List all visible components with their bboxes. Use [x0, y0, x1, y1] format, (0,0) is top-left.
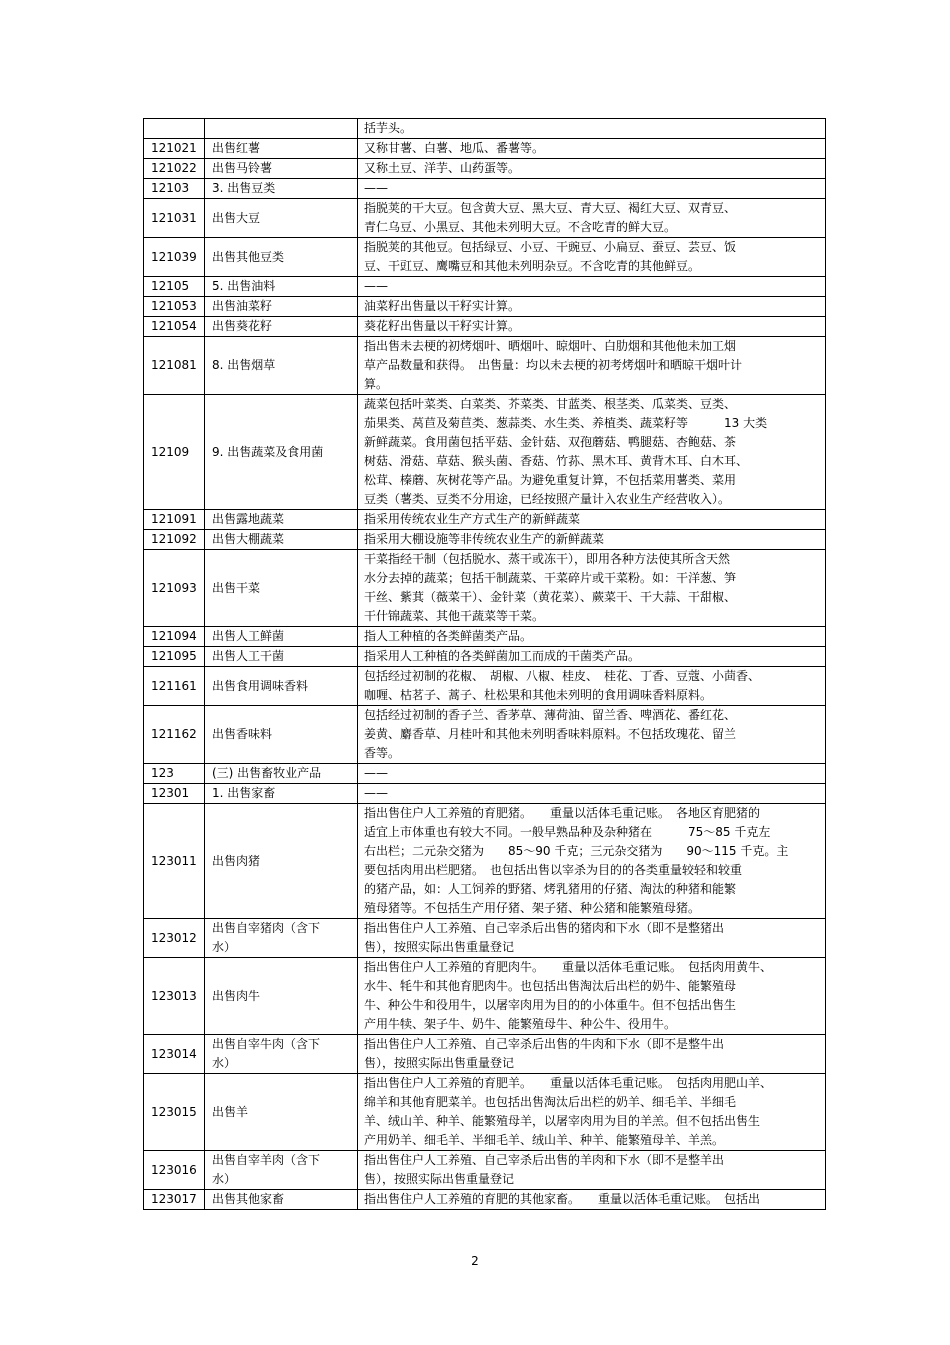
row-description: ——: [358, 784, 826, 804]
table-row: [144, 784, 826, 804]
row-name: 3. 出售豆类: [205, 179, 358, 199]
row-name: 5. 出售油料: [205, 277, 358, 297]
table-row: [144, 706, 826, 764]
row-description: 指出售住户人工养殖、自己宰杀后出售的猪肉和下水（即不是整猪出 售），按照实际出售重量登记: [358, 919, 826, 958]
table-row: [144, 395, 826, 510]
table-row: [144, 119, 826, 139]
table-row: [144, 1190, 826, 1210]
row-name: 1. 出售家畜: [205, 784, 358, 804]
row-name: 9. 出售蔬菜及食用菌: [205, 395, 358, 510]
row-name: 出售其他家畜: [205, 1190, 358, 1210]
table-row: [144, 238, 826, 277]
row-name: 出售肉牛: [205, 958, 358, 1035]
row-description: 括芋头。: [358, 119, 826, 139]
row-code: 123014: [144, 1035, 205, 1074]
row-name: 出售露地蔬菜: [205, 510, 358, 530]
page-number: 2: [471, 1254, 479, 1268]
row-name: 出售大豆: [205, 199, 358, 238]
row-description: 又称土豆、洋芋、山药蛋等。: [358, 159, 826, 179]
row-description: 指出售住户人工养殖的育肥猪。 重量以活体毛重记账。 各地区育肥猪的 适宜上市体重也有较大不同。一般早熟品种及杂种猪在 75～85 千克左 右出栏；二元杂交猪为 85～90 千克；三元杂交猪为 90～115 千克。主 要包括肉用出栏肥猪。 也包括出售以宰杀为目的的各类重量较轻和较重 的猪产品，如：人工饲养的野猪、烤乳猪用的仔猪、淘汰的种猪和能繁 殖母猪等。不包括生产用仔猪、架子猪、种公猪和能繁殖母猪。: [358, 804, 826, 919]
row-code: 121162: [144, 706, 205, 764]
row-name: 出售人工鲜菌: [205, 627, 358, 647]
row-description: 指出售住户人工养殖、自己宰杀后出售的牛肉和下水（即不是整牛出 售），按照实际出售重量登记: [358, 1035, 826, 1074]
row-name: 出售干菜: [205, 550, 358, 627]
row-name: 出售自宰羊肉（含下 水）: [205, 1151, 358, 1190]
row-code: 123011: [144, 804, 205, 919]
row-description: 指出售住户人工养殖的育肥的其他家畜。 重量以活体毛重记账。 包括出: [358, 1190, 826, 1210]
table-row: [144, 337, 826, 395]
row-name: 出售食用调味香料: [205, 667, 358, 706]
row-code: 121021: [144, 139, 205, 159]
row-description: 指出售住户人工养殖的育肥肉牛。 重量以活体毛重记账。 包括肉用黄牛、 水牛、牦牛和其他育肥肉牛。也包括出售淘汰后出栏的奶牛、能繁殖母 牛、种公牛和役用牛，以屠宰肉用为目的的小体重牛。但不包括出售生 产用牛犊、架子牛、奶牛、能繁殖母牛、种公牛、役用牛。: [358, 958, 826, 1035]
row-name: 出售香味料: [205, 706, 358, 764]
row-name: 出售马铃薯: [205, 159, 358, 179]
row-code: 123: [144, 764, 205, 784]
table-row: [144, 510, 826, 530]
table-row: [144, 804, 826, 919]
row-code: 121022: [144, 159, 205, 179]
table-row: [144, 919, 826, 958]
table-row: [144, 627, 826, 647]
row-code: 121039: [144, 238, 205, 277]
row-code: 121081: [144, 337, 205, 395]
row-description: 指采用大棚设施等非传统农业生产的新鲜蔬菜: [358, 530, 826, 550]
row-name: 出售葵花籽: [205, 317, 358, 337]
row-code: 121031: [144, 199, 205, 238]
row-description: 葵花籽出售量以干籽实计算。: [358, 317, 826, 337]
table-row: [144, 317, 826, 337]
table-row: [144, 530, 826, 550]
row-name: 出售自宰牛肉（含下 水）: [205, 1035, 358, 1074]
row-code: 121091: [144, 510, 205, 530]
table-row: [144, 667, 826, 706]
row-code: [144, 119, 205, 139]
table-row: [144, 179, 826, 199]
row-description: 指脱荚的其他豆。包括绿豆、小豆、干豌豆、小扁豆、蚕豆、芸豆、饭 豆、干豇豆、鹰嘴豆和其他未列明杂豆。不含吃青的其他鲜豆。: [358, 238, 826, 277]
row-description: ——: [358, 179, 826, 199]
row-description: ——: [358, 764, 826, 784]
row-name: 出售红薯: [205, 139, 358, 159]
row-description: 指人工种植的各类鲜菌类产品。: [358, 627, 826, 647]
row-name: (三) 出售畜牧业产品: [205, 764, 358, 784]
row-description: 指出售住户人工养殖的育肥羊。 重量以活体毛重记账。 包括肉用肥山羊、 绵羊和其他育肥菜羊。也包括出售淘汰后出栏的奶羊、细毛羊、半细毛 羊、绒山羊、种羊、能繁殖母羊，以屠宰肉用为目的羊羔。但不包括出售生 产用奶羊、细毛羊、半细毛羊、绒山羊、种羊、能繁殖母羊、羊羔。: [358, 1074, 826, 1151]
row-description: 蔬菜包括叶菜类、白菜类、芥菜类、甘蓝类、根茎类、瓜菜类、豆类、 茄果类、莴苣及菊苣类、葱蒜类、水生类、养植类、蔬菜籽等 13 大类 新鲜蔬菜。食用菌包括平菇、金针菇、双孢蘑菇、鸭腿菇、杏鲍菇、茶 树菇、滑菇、草菇、猴头菌、香菇、竹荪、黑木耳、黄背木耳、白木耳、 松茸、榛蘑、灰树花等产品。为避免重复计算，不包括菜用薯类、菜用 豆类（薯类、豆类不分用途，已经按照产量计入农业生产经营收入）。: [358, 395, 826, 510]
row-code: 121092: [144, 530, 205, 550]
row-name: 出售油菜籽: [205, 297, 358, 317]
row-name: 出售人工干菌: [205, 647, 358, 667]
row-description: 包括经过初制的花椒、 胡椒、八椒、桂皮、 桂花、丁香、豆蔻、小茴香、 咖喱、枯茗子、蒿子、杜松果和其他未列明的食用调味香料原料。: [358, 667, 826, 706]
row-code: 121161: [144, 667, 205, 706]
row-code: 12103: [144, 179, 205, 199]
table-row: [144, 647, 826, 667]
row-code: 123015: [144, 1074, 205, 1151]
table-row: [144, 550, 826, 627]
row-description: 油菜籽出售量以干籽实计算。: [358, 297, 826, 317]
table-row: [144, 1035, 826, 1074]
table-body: [144, 119, 826, 1210]
row-code: 123013: [144, 958, 205, 1035]
row-code: 123016: [144, 1151, 205, 1190]
table-row: [144, 764, 826, 784]
table-row: [144, 297, 826, 317]
row-name: [205, 119, 358, 139]
row-description: 指采用人工种植的各类鲜菌加工而成的干菌类产品。: [358, 647, 826, 667]
row-code: 121054: [144, 317, 205, 337]
table-row: [144, 159, 826, 179]
row-description: 指采用传统农业生产方式生产的新鲜蔬菜: [358, 510, 826, 530]
row-code: 121053: [144, 297, 205, 317]
row-code: 123012: [144, 919, 205, 958]
row-name: 出售肉猪: [205, 804, 358, 919]
row-description: 干菜指经干制（包括脱水、蒸干或冻干），即用各种方法使其所含天然 水分去掉的蔬菜；包括干制蔬菜、干菜碎片或干菜粉。如：干洋葱、笋 干丝、紫萁（薇菜干）、金针菜（黄花菜）、蕨菜干、干大蒜、干甜椒、 干什锦蔬菜、其他干蔬菜等干菜。: [358, 550, 826, 627]
table-row: [144, 139, 826, 159]
row-description: 又称甘薯、白薯、地瓜、番薯等。: [358, 139, 826, 159]
table-row: [144, 1074, 826, 1151]
row-name: 出售其他豆类: [205, 238, 358, 277]
row-description: 指脱荚的干大豆。包含黄大豆、黑大豆、青大豆、褐红大豆、双青豆、 青仁乌豆、小黑豆、其他未列明大豆。不含吃青的鲜大豆。: [358, 199, 826, 238]
row-description: ——: [358, 277, 826, 297]
row-description: 指出售住户人工养殖、自己宰杀后出售的羊肉和下水（即不是整羊出 售），按照实际出售重量登记: [358, 1151, 826, 1190]
classification-table: [143, 118, 826, 1210]
row-name: 8. 出售烟草: [205, 337, 358, 395]
row-code: 121094: [144, 627, 205, 647]
row-name: 出售羊: [205, 1074, 358, 1151]
row-description: 包括经过初制的香子兰、香茅草、薄荷油、留兰香、啤酒花、番红花、 姜黄、麝香草、月桂叶和其他未列明香味料原料。不包括玫瑰花、留兰 香等。: [358, 706, 826, 764]
row-code: 121093: [144, 550, 205, 627]
table-row: [144, 199, 826, 238]
row-code: 12105: [144, 277, 205, 297]
row-code: 121095: [144, 647, 205, 667]
table-row: [144, 958, 826, 1035]
row-code: 123017: [144, 1190, 205, 1210]
row-name: 出售自宰猪肉（含下 水）: [205, 919, 358, 958]
table-row: [144, 277, 826, 297]
table-row: [144, 1151, 826, 1190]
row-code: 12301: [144, 784, 205, 804]
row-description: 指出售未去梗的初烤烟叶、晒烟叶、晾烟叶、白肋烟和其他他未加工烟 草产品数量和获得。 出售量：均以未去梗的初考烤烟叶和晒晾干烟叶计 算。: [358, 337, 826, 395]
row-code: 12109: [144, 395, 205, 510]
row-name: 出售大棚蔬菜: [205, 530, 358, 550]
